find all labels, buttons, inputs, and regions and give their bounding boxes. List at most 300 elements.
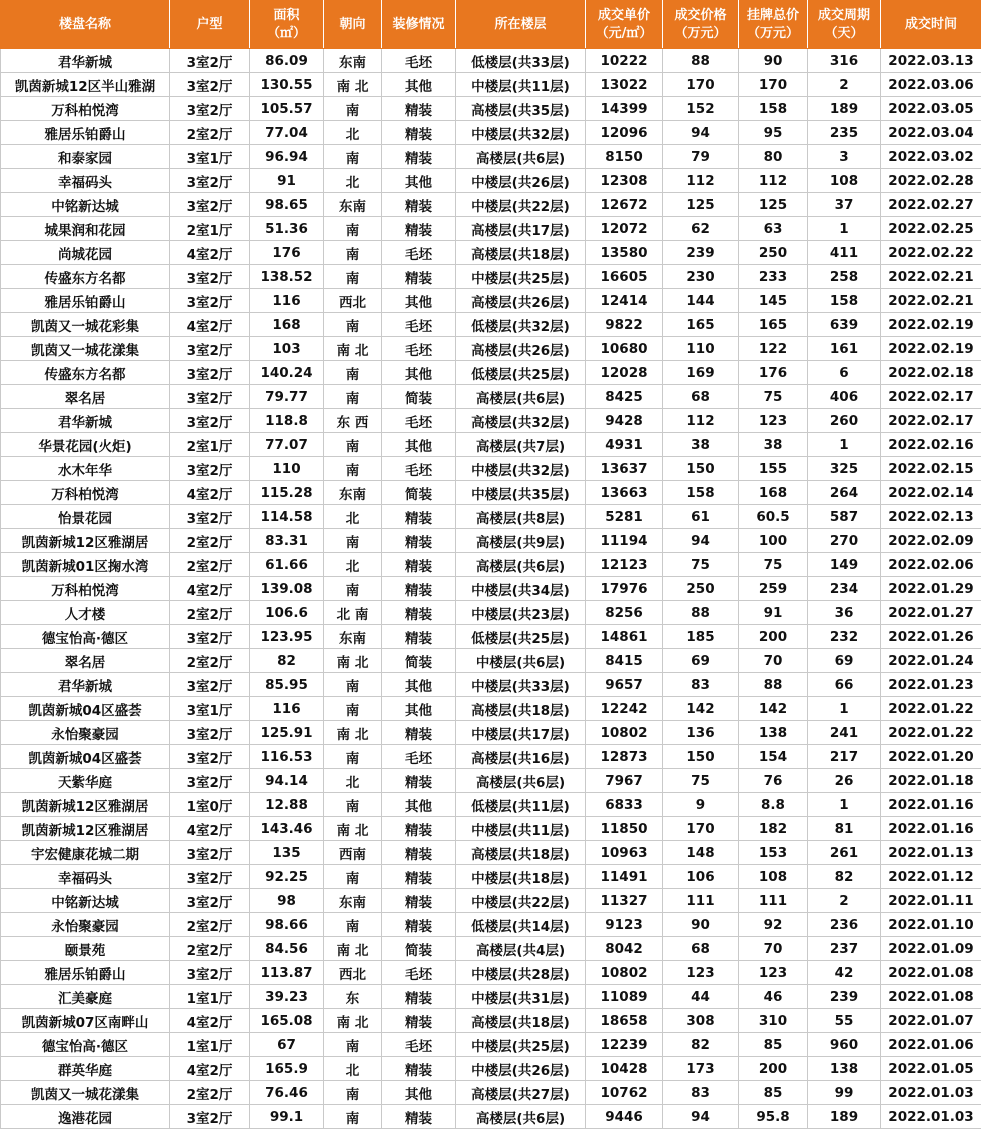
header-deal-cycle — [808, 1, 881, 49]
cell-layout: 1室1厅 — [170, 985, 250, 1009]
cell-deal-date: 2022.01.16 — [881, 793, 981, 817]
cell-orientation: 西北 — [324, 289, 382, 313]
cell-unit-price: 13637 — [586, 457, 663, 481]
header-unit-price — [586, 1, 663, 49]
cell-list-price: 112 — [739, 169, 808, 193]
cell-layout: 3室1厅 — [170, 145, 250, 169]
cell-list-price: 176 — [739, 361, 808, 385]
cell-layout: 4室2厅 — [170, 817, 250, 841]
cell-decoration: 精装 — [382, 817, 456, 841]
cell-deal-price: 169 — [663, 361, 739, 385]
cell-area: 116.53 — [250, 745, 324, 769]
cell-list-price: 88 — [739, 673, 808, 697]
cell-deal-cycle: 587 — [808, 505, 881, 529]
cell-deal-price: 61 — [663, 505, 739, 529]
cell-list-price: 46 — [739, 985, 808, 1009]
cell-decoration: 其他 — [382, 361, 456, 385]
cell-orientation: 北 — [324, 505, 382, 529]
cell-project-name: 传盛东方名都 — [1, 361, 170, 385]
cell-deal-price: 136 — [663, 721, 739, 745]
table-row — [1, 313, 981, 337]
cell-orientation: 南 北 — [324, 337, 382, 361]
cell-area: 91 — [250, 169, 324, 193]
cell-floor: 低楼层(共32层) — [456, 313, 586, 337]
cell-unit-price: 10762 — [586, 1081, 663, 1105]
cell-layout: 1室1厅 — [170, 1033, 250, 1057]
cell-deal-date: 2022.01.24 — [881, 649, 981, 673]
cell-area: 105.57 — [250, 97, 324, 121]
cell-unit-price: 12123 — [586, 553, 663, 577]
table-row — [1, 649, 981, 673]
cell-deal-date: 2022.01.20 — [881, 745, 981, 769]
cell-layout: 2室2厅 — [170, 649, 250, 673]
header-label: 挂牌总价 — [746, 7, 799, 23]
cell-deal-price: 75 — [663, 769, 739, 793]
cell-floor: 高楼层(共18层) — [456, 697, 586, 721]
cell-deal-date: 2022.02.21 — [881, 289, 981, 313]
cell-orientation: 南 — [324, 1105, 382, 1129]
cell-deal-date: 2022.01.29 — [881, 577, 981, 601]
cell-floor: 中楼层(共32层) — [456, 121, 586, 145]
cell-project-name: 人才楼 — [1, 601, 170, 625]
cell-orientation: 东 西 — [324, 409, 382, 433]
cell-deal-cycle: 406 — [808, 385, 881, 409]
cell-deal-cycle: 36 — [808, 601, 881, 625]
cell-deal-price: 62 — [663, 217, 739, 241]
cell-project-name: 君华新城 — [1, 409, 170, 433]
cell-decoration: 精装 — [382, 193, 456, 217]
cell-list-price: 233 — [739, 265, 808, 289]
cell-orientation: 东南 — [324, 481, 382, 505]
cell-deal-price: 9 — [663, 793, 739, 817]
cell-orientation: 南 — [324, 793, 382, 817]
table-row — [1, 841, 981, 865]
cell-floor: 高楼层(共26层) — [456, 289, 586, 313]
cell-project-name: 德宝怡高·德区 — [1, 625, 170, 649]
cell-list-price: 182 — [739, 817, 808, 841]
cell-layout: 3室2厅 — [170, 889, 250, 913]
table-row — [1, 817, 981, 841]
cell-deal-price: 69 — [663, 649, 739, 673]
cell-area: 125.91 — [250, 721, 324, 745]
cell-deal-date: 2022.01.18 — [881, 769, 981, 793]
cell-deal-cycle: 149 — [808, 553, 881, 577]
cell-area: 92.25 — [250, 865, 324, 889]
cell-deal-date: 2022.02.21 — [881, 265, 981, 289]
table-row — [1, 457, 981, 481]
cell-deal-price: 38 — [663, 433, 739, 457]
cell-floor: 中楼层(共23层) — [456, 601, 586, 625]
cell-project-name: 万科柏悦湾 — [1, 97, 170, 121]
table-row — [1, 193, 981, 217]
cell-deal-price: 150 — [663, 457, 739, 481]
cell-orientation: 南 — [324, 97, 382, 121]
table-row — [1, 217, 981, 241]
cell-area: 98 — [250, 889, 324, 913]
cell-unit-price: 12414 — [586, 289, 663, 313]
table-row — [1, 961, 981, 985]
cell-deal-cycle: 264 — [808, 481, 881, 505]
table-row — [1, 889, 981, 913]
cell-layout: 3室2厅 — [170, 841, 250, 865]
cell-decoration: 毛坯 — [382, 409, 456, 433]
cell-layout: 3室2厅 — [170, 505, 250, 529]
cell-deal-cycle: 235 — [808, 121, 881, 145]
cell-deal-price: 88 — [663, 49, 739, 73]
table-row — [1, 553, 981, 577]
cell-orientation: 南 北 — [324, 73, 382, 97]
cell-orientation: 东 — [324, 985, 382, 1009]
table-row — [1, 1081, 981, 1105]
cell-deal-cycle: 639 — [808, 313, 881, 337]
table-row — [1, 769, 981, 793]
cell-deal-price: 94 — [663, 529, 739, 553]
cell-decoration: 精装 — [382, 721, 456, 745]
cell-deal-date: 2022.02.09 — [881, 529, 981, 553]
table-row — [1, 673, 981, 697]
cell-decoration: 其他 — [382, 169, 456, 193]
cell-orientation: 北 — [324, 169, 382, 193]
cell-decoration: 简装 — [382, 649, 456, 673]
cell-deal-price: 144 — [663, 289, 739, 313]
cell-project-name: 德宝怡高·德区 — [1, 1033, 170, 1057]
cell-decoration: 精装 — [382, 769, 456, 793]
cell-list-price: 170 — [739, 73, 808, 97]
cell-list-price: 75 — [739, 385, 808, 409]
table-row — [1, 481, 981, 505]
table-row — [1, 1033, 981, 1057]
table-row — [1, 169, 981, 193]
cell-floor: 中楼层(共11层) — [456, 817, 586, 841]
cell-deal-date: 2022.01.03 — [881, 1105, 981, 1129]
cell-list-price: 200 — [739, 1057, 808, 1081]
cell-list-price: 92 — [739, 913, 808, 937]
cell-decoration: 简装 — [382, 481, 456, 505]
table-row — [1, 145, 981, 169]
cell-floor: 高楼层(共18层) — [456, 841, 586, 865]
cell-unit-price: 17976 — [586, 577, 663, 601]
cell-deal-price: 185 — [663, 625, 739, 649]
cell-list-price: 85 — [739, 1033, 808, 1057]
cell-orientation: 北 — [324, 1057, 382, 1081]
header-label: （万元） — [746, 25, 799, 41]
cell-deal-cycle: 236 — [808, 913, 881, 937]
cell-area: 123.95 — [250, 625, 324, 649]
cell-list-price: 142 — [739, 697, 808, 721]
cell-deal-date: 2022.01.10 — [881, 913, 981, 937]
cell-unit-price: 11089 — [586, 985, 663, 1009]
cell-deal-price: 68 — [663, 937, 739, 961]
cell-floor: 高楼层(共6层) — [456, 1105, 586, 1129]
cell-floor: 高楼层(共6层) — [456, 553, 586, 577]
cell-list-price: 60.5 — [739, 505, 808, 529]
cell-decoration: 毛坯 — [382, 745, 456, 769]
cell-decoration: 其他 — [382, 289, 456, 313]
cell-orientation: 南 北 — [324, 721, 382, 745]
cell-project-name: 雅居乐铂爵山 — [1, 961, 170, 985]
cell-area: 106.6 — [250, 601, 324, 625]
cell-decoration: 精装 — [382, 1057, 456, 1081]
table-row — [1, 985, 981, 1009]
cell-orientation: 南 — [324, 529, 382, 553]
table-row — [1, 721, 981, 745]
cell-area: 83.31 — [250, 529, 324, 553]
cell-layout: 3室2厅 — [170, 289, 250, 313]
cell-project-name: 万科柏悦湾 — [1, 577, 170, 601]
cell-decoration: 其他 — [382, 793, 456, 817]
cell-decoration: 精装 — [382, 601, 456, 625]
cell-decoration: 其他 — [382, 73, 456, 97]
cell-deal-date: 2022.02.17 — [881, 385, 981, 409]
cell-decoration: 毛坯 — [382, 457, 456, 481]
cell-list-price: 259 — [739, 577, 808, 601]
cell-layout: 3室2厅 — [170, 865, 250, 889]
header-label: 成交时间 — [904, 16, 957, 32]
header-area — [250, 1, 324, 49]
cell-list-price: 63 — [739, 217, 808, 241]
header-label: 成交周期 — [817, 7, 870, 23]
header-label: 朝向 — [339, 16, 366, 32]
cell-list-price: 70 — [739, 649, 808, 673]
table-row — [1, 913, 981, 937]
cell-decoration: 其他 — [382, 673, 456, 697]
cell-project-name: 城果润和花园 — [1, 217, 170, 241]
cell-area: 51.36 — [250, 217, 324, 241]
cell-deal-cycle: 260 — [808, 409, 881, 433]
cell-deal-date: 2022.02.06 — [881, 553, 981, 577]
cell-floor: 中楼层(共18层) — [456, 865, 586, 889]
cell-project-name: 传盛东方名都 — [1, 265, 170, 289]
cell-area: 96.94 — [250, 145, 324, 169]
cell-decoration: 精装 — [382, 217, 456, 241]
cell-deal-cycle: 325 — [808, 457, 881, 481]
cell-floor: 中楼层(共6层) — [456, 649, 586, 673]
cell-unit-price: 8256 — [586, 601, 663, 625]
cell-unit-price: 6833 — [586, 793, 663, 817]
cell-decoration: 简装 — [382, 937, 456, 961]
cell-list-price: 76 — [739, 769, 808, 793]
cell-deal-date: 2022.01.03 — [881, 1081, 981, 1105]
cell-deal-date: 2022.01.07 — [881, 1009, 981, 1033]
cell-orientation: 东南 — [324, 193, 382, 217]
cell-area: 165.08 — [250, 1009, 324, 1033]
cell-floor: 高楼层(共35层) — [456, 97, 586, 121]
cell-unit-price: 8150 — [586, 145, 663, 169]
cell-unit-price: 13663 — [586, 481, 663, 505]
cell-area: 165.9 — [250, 1057, 324, 1081]
cell-project-name: 群英华庭 — [1, 1057, 170, 1081]
cell-unit-price: 12096 — [586, 121, 663, 145]
cell-unit-price: 5281 — [586, 505, 663, 529]
cell-area: 113.87 — [250, 961, 324, 985]
cell-orientation: 西北 — [324, 961, 382, 985]
cell-unit-price: 10802 — [586, 721, 663, 745]
cell-deal-date: 2022.02.17 — [881, 409, 981, 433]
cell-deal-price: 230 — [663, 265, 739, 289]
cell-decoration: 精装 — [382, 889, 456, 913]
table-row — [1, 793, 981, 817]
header-label: （元/㎡） — [595, 25, 653, 41]
cell-list-price: 95.8 — [739, 1105, 808, 1129]
cell-area: 86.09 — [250, 49, 324, 73]
cell-list-price: 38 — [739, 433, 808, 457]
cell-project-name: 幸福码头 — [1, 169, 170, 193]
cell-layout: 2室2厅 — [170, 601, 250, 625]
cell-floor: 中楼层(共25层) — [456, 265, 586, 289]
cell-deal-cycle: 37 — [808, 193, 881, 217]
cell-deal-price: 150 — [663, 745, 739, 769]
cell-unit-price: 9822 — [586, 313, 663, 337]
cell-deal-date: 2022.02.14 — [881, 481, 981, 505]
cell-floor: 中楼层(共22层) — [456, 889, 586, 913]
cell-layout: 3室2厅 — [170, 337, 250, 361]
cell-deal-date: 2022.03.06 — [881, 73, 981, 97]
cell-deal-date: 2022.03.02 — [881, 145, 981, 169]
cell-decoration: 毛坯 — [382, 961, 456, 985]
cell-project-name: 万科柏悦湾 — [1, 481, 170, 505]
cell-area: 139.08 — [250, 577, 324, 601]
cell-floor: 高楼层(共7层) — [456, 433, 586, 457]
cell-area: 103 — [250, 337, 324, 361]
cell-deal-price: 158 — [663, 481, 739, 505]
cell-decoration: 其他 — [382, 697, 456, 721]
table-row — [1, 1057, 981, 1081]
cell-deal-price: 170 — [663, 73, 739, 97]
cell-area: 115.28 — [250, 481, 324, 505]
cell-floor: 高楼层(共26层) — [456, 337, 586, 361]
cell-deal-date: 2022.01.09 — [881, 937, 981, 961]
cell-deal-date: 2022.01.26 — [881, 625, 981, 649]
cell-project-name: 雅居乐铂爵山 — [1, 289, 170, 313]
cell-project-name: 永怡聚豪园 — [1, 721, 170, 745]
cell-unit-price: 9446 — [586, 1105, 663, 1129]
cell-project-name: 中铭新达城 — [1, 889, 170, 913]
cell-deal-date: 2022.02.27 — [881, 193, 981, 217]
cell-deal-date: 2022.01.05 — [881, 1057, 981, 1081]
table-row — [1, 505, 981, 529]
cell-unit-price: 12308 — [586, 169, 663, 193]
cell-deal-price: 148 — [663, 841, 739, 865]
cell-layout: 2室2厅 — [170, 553, 250, 577]
cell-deal-cycle: 1 — [808, 793, 881, 817]
cell-layout: 3室2厅 — [170, 721, 250, 745]
cell-orientation: 南 — [324, 265, 382, 289]
cell-project-name: 君华新城 — [1, 49, 170, 73]
cell-floor: 低楼层(共25层) — [456, 625, 586, 649]
cell-project-name: 永怡聚豪园 — [1, 913, 170, 937]
cell-list-price: 108 — [739, 865, 808, 889]
cell-deal-date: 2022.01.23 — [881, 673, 981, 697]
cell-unit-price: 13022 — [586, 73, 663, 97]
cell-layout: 3室2厅 — [170, 385, 250, 409]
cell-deal-cycle: 1 — [808, 433, 881, 457]
cell-deal-price: 112 — [663, 409, 739, 433]
cell-orientation: 南 — [324, 385, 382, 409]
cell-layout: 3室2厅 — [170, 457, 250, 481]
cell-decoration: 毛坯 — [382, 337, 456, 361]
cell-list-price: 100 — [739, 529, 808, 553]
cell-decoration: 精装 — [382, 625, 456, 649]
cell-unit-price: 8415 — [586, 649, 663, 673]
cell-floor: 中楼层(共26层) — [456, 1057, 586, 1081]
cell-area: 116 — [250, 697, 324, 721]
table-row — [1, 745, 981, 769]
cell-unit-price: 13580 — [586, 241, 663, 265]
cell-unit-price: 12028 — [586, 361, 663, 385]
table-row — [1, 73, 981, 97]
cell-orientation: 南 北 — [324, 1009, 382, 1033]
cell-list-price: 123 — [739, 409, 808, 433]
cell-orientation: 南 — [324, 745, 382, 769]
cell-floor: 高楼层(共6层) — [456, 385, 586, 409]
header-deal-price — [663, 1, 739, 49]
cell-orientation: 南 — [324, 697, 382, 721]
cell-layout: 3室1厅 — [170, 697, 250, 721]
cell-floor: 中楼层(共25层) — [456, 1033, 586, 1057]
cell-list-price: 91 — [739, 601, 808, 625]
cell-area: 130.55 — [250, 73, 324, 97]
cell-decoration: 精装 — [382, 841, 456, 865]
cell-deal-price: 142 — [663, 697, 739, 721]
cell-list-price: 123 — [739, 961, 808, 985]
cell-unit-price: 11491 — [586, 865, 663, 889]
cell-deal-price: 83 — [663, 673, 739, 697]
cell-deal-date: 2022.02.22 — [881, 241, 981, 265]
cell-list-price: 168 — [739, 481, 808, 505]
cell-layout: 3室2厅 — [170, 49, 250, 73]
cell-project-name: 凯茵新城07区南畔山 — [1, 1009, 170, 1033]
cell-orientation: 北 — [324, 553, 382, 577]
cell-decoration: 其他 — [382, 1081, 456, 1105]
cell-list-price: 70 — [739, 937, 808, 961]
cell-list-price: 8.8 — [739, 793, 808, 817]
cell-deal-cycle: 6 — [808, 361, 881, 385]
cell-orientation: 东南 — [324, 625, 382, 649]
cell-area: 82 — [250, 649, 324, 673]
cell-area: 79.77 — [250, 385, 324, 409]
cell-floor: 中楼层(共33层) — [456, 673, 586, 697]
cell-deal-cycle: 69 — [808, 649, 881, 673]
cell-deal-price: 170 — [663, 817, 739, 841]
cell-deal-date: 2022.01.22 — [881, 697, 981, 721]
cell-deal-date: 2022.01.06 — [881, 1033, 981, 1057]
cell-list-price: 111 — [739, 889, 808, 913]
cell-floor: 高楼层(共9层) — [456, 529, 586, 553]
cell-decoration: 精装 — [382, 577, 456, 601]
cell-floor: 高楼层(共17层) — [456, 217, 586, 241]
cell-orientation: 南 — [324, 1081, 382, 1105]
cell-orientation: 南 — [324, 457, 382, 481]
cell-deal-cycle: 316 — [808, 49, 881, 73]
cell-floor: 高楼层(共27层) — [456, 1081, 586, 1105]
cell-orientation: 南 北 — [324, 937, 382, 961]
cell-list-price: 158 — [739, 97, 808, 121]
cell-deal-cycle: 138 — [808, 1057, 881, 1081]
cell-unit-price: 4931 — [586, 433, 663, 457]
cell-orientation: 南 — [324, 865, 382, 889]
cell-deal-cycle: 960 — [808, 1033, 881, 1057]
cell-list-price: 80 — [739, 145, 808, 169]
cell-floor: 低楼层(共25层) — [456, 361, 586, 385]
cell-layout: 4室2厅 — [170, 1009, 250, 1033]
cell-area: 114.58 — [250, 505, 324, 529]
table-row — [1, 529, 981, 553]
cell-deal-cycle: 237 — [808, 937, 881, 961]
table-row — [1, 1009, 981, 1033]
header-list-price — [739, 1, 808, 49]
cell-deal-date: 2022.02.28 — [881, 169, 981, 193]
cell-area: 77.07 — [250, 433, 324, 457]
